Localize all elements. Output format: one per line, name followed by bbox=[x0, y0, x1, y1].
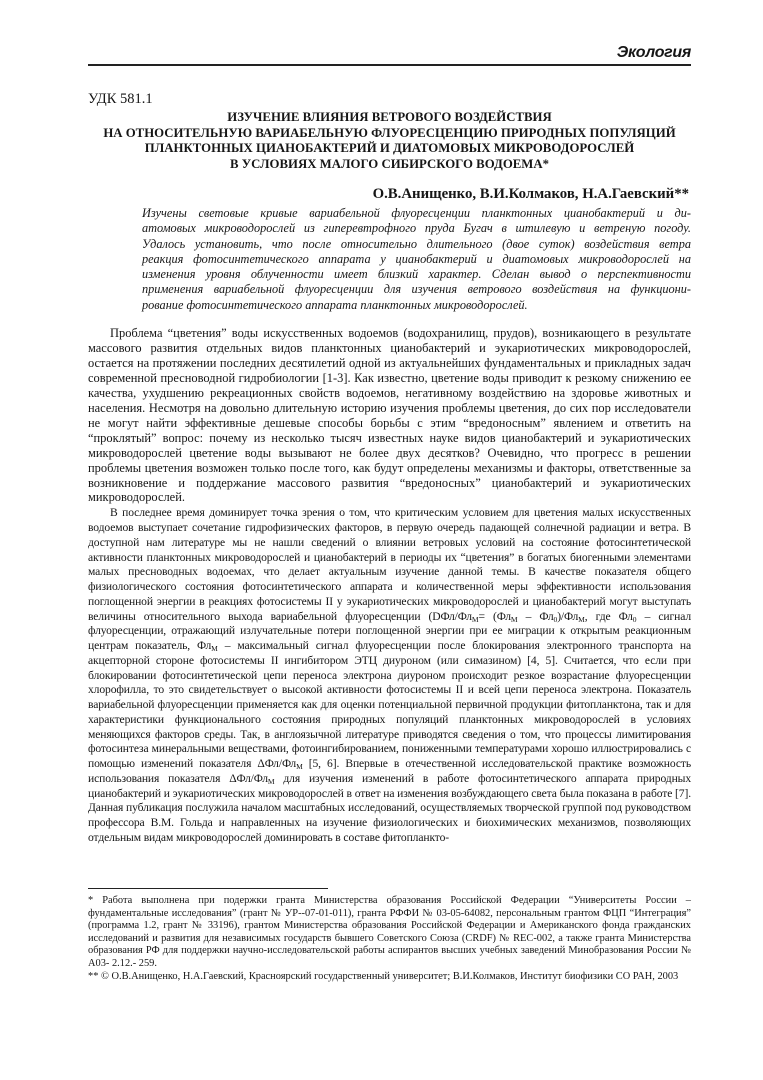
abstract-line: применения вариабельной флуоресценции для изучения ветрового воздействия на функциони- bbox=[142, 282, 691, 297]
section-label: Экология bbox=[616, 44, 691, 61]
udk-code: УДК 581.1 bbox=[88, 91, 153, 107]
footnote-copyright: ** © О.В.Анищенко, Н.А.Гаевский, Красноярский государственный университет; В.И.Колмаков, Институт биофизики СО РАН, 2003 bbox=[88, 971, 679, 982]
article-title bbox=[80, 110, 699, 172]
footnote-rule bbox=[88, 888, 328, 889]
abstract bbox=[142, 206, 691, 313]
authors: О.В.Анищенко, В.И.Колмаков, Н.А.Гаевский** bbox=[372, 186, 689, 202]
title-line: ИЗУЧЕНИЕ ВЛИЯНИЯ ВЕТРОВОГО ВОЗДЕЙСТВИЯ bbox=[227, 110, 552, 124]
abstract-line: рование фотосинтетического аппарата планктонных микроводорослей. bbox=[142, 297, 528, 312]
abstract-line: Удалось установить, что после относительно длительного (двое суток) воздействия ветра bbox=[142, 236, 691, 251]
footnote-funding: * Работа выполнена при подержки гранта Министерства образования Российской Федерации “Университеты России – фундаментальные исследования” (грант № УР--07-01-011), гранта РФФИ № 03-05-64082, персональным грантом ФЦП “Интеграция” (программа 1.2, грант № 33196), грантом Министерства образования Российской Федерации и Американского фонда гражданских исследований и развития для независимых государств бывшего Советского Союза (CRDF) № REC-002, а также гранта Министерства образования РФ для поддержки научно-исследовательской работы аспирантов высших учебных заведений Минобразования России № А03- 2.12.- 259. bbox=[88, 895, 691, 969]
paragraph-1 bbox=[88, 326, 691, 505]
body-text bbox=[88, 326, 691, 846]
title-line: В УСЛОВИЯХ МАЛОГО СИБИРСКОГО ВОДОЕМА* bbox=[229, 156, 550, 171]
footnotes bbox=[88, 895, 691, 984]
abstract-line: Изучены световые кривые вариабельной флуоресценции планктонных цианобактерий и ди- bbox=[142, 206, 691, 220]
abstract-line: изменения уровня облученности имеет близкий характер. Сделан вывод о перспективности bbox=[142, 267, 691, 282]
paragraph-2 bbox=[88, 506, 691, 845]
abstract-line: реакция фотосинтетического аппарата у цианобактерий и диатомовых микроводорослей на bbox=[142, 251, 691, 266]
title-line: ПЛАНКТОННЫХ ЦИАНОБАКТЕРИЙ И ДИАТОМОВЫХ МИКРОВОДОРОСЛЕЙ bbox=[144, 141, 635, 156]
abstract-line: атомовых микроводорослей из гиперевтрофного пруда Бугач в штилевую и ветреную погоду. bbox=[142, 221, 691, 236]
title-line: НА ОТНОСИТЕЛЬНУЮ ВАРИАБЕЛЬНУЮ ФЛУОРЕСЦЕНЦИЮ ПРИРОДНЫХ ПОПУЛЯЦИЙ bbox=[103, 125, 676, 140]
paragraph-text: В последнее время доминирует точка зрения о том, что критическим условием для цветения малых искусственных водоемов выступает сочетание гидрофизических факторов, в первую очередь падающей солнечной радиации и ветра. В доступной нам литературе мы не нашли сведений о влиянии ветровых условий на состояние фотосинтетической активности планктонных микроводорослей и цианобактерий в периоды их “цветения” в богатых биогенными элементами малых пресноводных водоемах, что делает актуальным изучение данной темы. В качестве показателя общего физиологического состояния фотосинтетического аппарата и количественной меры эффективности использования поглощенной энергии в реакциях фотосистемы II у эукариотических микроводорослей и цианобактерий могут выступать величины относительного выхода вариабельной флуоресценции ($DФл/Фл_М= (Фл_М - Фл_0)/Фл_М$, где $Фл_0$ – сигнал флуоресценции, отражающий излучательные потери поглощенной энергии при ее миграции к открытым реакционным центрам показатель, $Фл_М$ – максимальный сигнал флуоресценции после блокирования электронного транспорта на акцепторной стороне фотосистемы II ингибитором ЭТЦ диуроном (или симазином) [4, 5]. Считается, что если при блокировании фотосинтетической цепи переноса электрона диуроном происходит резкое возрастание флуоресценции хлорофилла, то это свидетельствует о высокой активности фотосистемы II и всей цепи переноса электрона. Показатель вариабельной флуоресценции применяется как для оценки потенциальной первичной продукции фитопланктона, так и для характеристики функционального состояния природных популяций планктонных микроводорослей в условиях меняющихся факторов среды. Так, в англоязычной литературе приводятся сведения о том, что процессы лимитирования фотосинтеза минеральными веществами, фотоингибированием, пониженными температурами хорошо иллюстрировались с помощью изменений показателя ΔФл/$Фл_М$ [5, 6]. Впервые в отечественной исследовательской практике возможность использования показателя ΔФл/$Фл_М$ для изучения изменений в работе фотосинтетического аппарата природных цианобактерий и эукариотических микроводорослей в ответ на изменения возбуждающего света была показана в работе [7]. Данная публикация послужила началом масштабных исследований, осуществляемых творческой группой под руководством профессора В.М. Гольда и направленных на изучение физиологических и биохимических механизмов, позволяющих отдельным видам микроводорослей доминировать в составе фитопланкто- bbox=[88, 506, 692, 844]
header-rule bbox=[88, 64, 691, 66]
paragraph-text: Проблема “цветения” воды искусственных водоемов (водохранилищ, прудов), возникающего в результате массового развития отдельных видов планктонных цианобактерий и эукариотических микроводорослей, остается на протяжении последних десятилетий одной из актуальнейших фундаментальных и прикладных задач современной пресноводной гидробиологии [1-3]. Как известно, цветение воды приводит к резкому снижению ее качества, ухудшению рекреационных свойств водоемов, негативному воздействию на здоровье животных и населения. Несмотря на довольно длительную историю изучения проблемы цветения, до сих пор исследователи не могут найти эффективные дешевые способы борьбы с этим “вредоносным” явлением и ответить на “проклятый” вопрос: почему из несколько тысяч известных науке видов цианобактерий и эукариотических микроводорослей цветение воды вызывают не более двух десятков? Очевидно, что прогресс в решении проблемы цветения возможен только после того, как будут определены механизмы и факторы, ответственные за возникновение и поддержание массового развития “вредоносных” цианобактерий и эукариотических микроводорослей. bbox=[88, 326, 691, 505]
